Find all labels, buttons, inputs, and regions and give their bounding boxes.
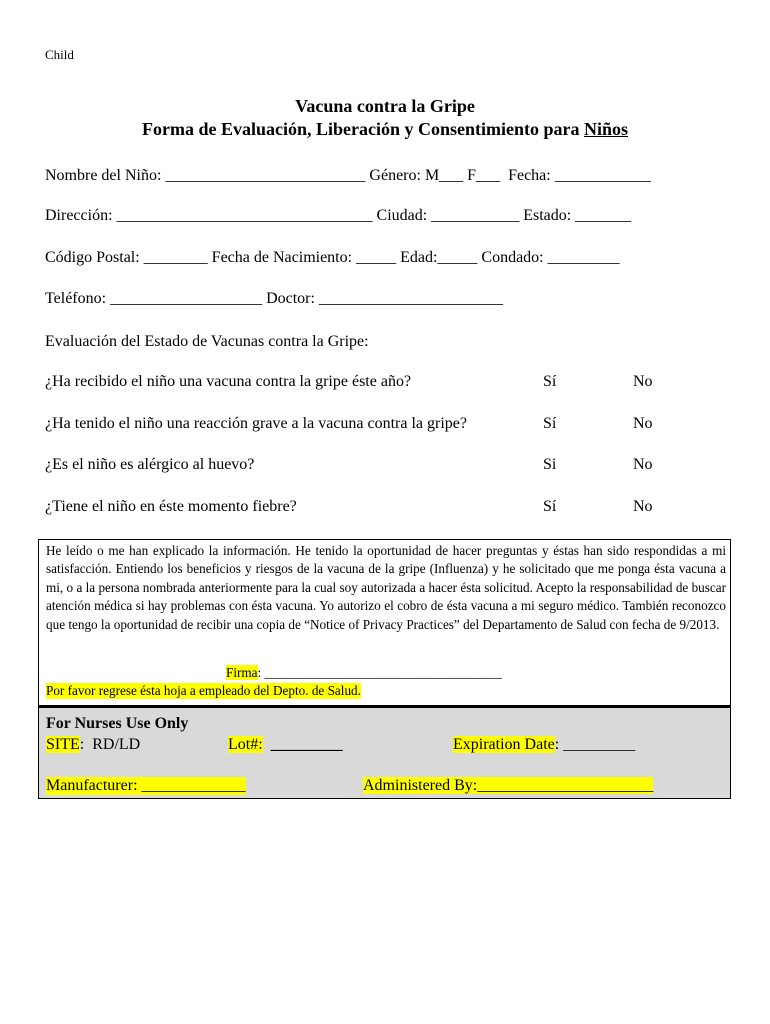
child-label: Child: [45, 47, 74, 62]
assessment-heading: Evaluación del Estado de Vacunas contra la Gripe:: [45, 333, 369, 350]
signature-blank: : ____________________________________: [257, 665, 502, 680]
signature-line[interactable]: [226, 665, 502, 681]
question-text: ¿Tiene el niño en éste momento fiebre?: [45, 498, 297, 515]
answer-no[interactable]: No: [633, 415, 653, 432]
address-line[interactable]: Dirección: ________________________________ Ciudad: ___________ Estado: _______: [45, 207, 632, 224]
question-text: ¿Ha tenido el niño una reacción grave a la vacuna contra la gripe?: [45, 415, 468, 432]
lot-label: Lot#:: [228, 736, 263, 753]
administered-by-field[interactable]: [363, 777, 653, 795]
answer-yes[interactable]: Si: [543, 456, 557, 473]
question-text: ¿Es el niño es alérgico al huevo?: [45, 456, 255, 473]
return-note: Por favor regrese ésta hoja a empleado del Depto. de Salud.: [46, 683, 361, 698]
answer-no[interactable]: No: [633, 373, 653, 390]
answer-yes[interactable]: Sí: [543, 498, 557, 515]
site-field[interactable]: [46, 736, 140, 754]
consent-text: He leído o me han explicado la información. He tenido la oportunidad de hacer preguntas y éstas han sido respondidas a mi satisfacción. Entiendo los beneficios y riesgos de la vacuna de la gripe (Influenza) y he solicitado que me ponga ésta vacuna a mi, o a la persona nombrada anteriormente para la cual soy autorizada a hacer ésta solicitud. Acepto la responsabilidad de buscar atención médica si hay problemas con ésta vacuna. Yo autorizo el cobro de ésta vacuna a mi seguro médico. También reconozco que tengo la oportunidad de recibir una copia de “Notice of Privacy Practices” del Departamento de Salud con fecha de 9/2013.: [46, 543, 726, 632]
child-info-line[interactable]: Nombre del Niño: _________________________ Género: M___ F___ Fecha: ____________: [45, 167, 651, 184]
expiration-label: Expiration Date: [453, 736, 555, 753]
subtitle-underlined: Niños: [583, 119, 628, 139]
consent-box: [38, 539, 731, 706]
administered-by-line: :______________________: [472, 777, 654, 794]
answer-yes[interactable]: Sí: [543, 415, 557, 432]
site-value: : RD/LD: [79, 736, 141, 753]
answer-no[interactable]: No: [633, 456, 653, 473]
question-text: ¿Ha recibido el niño una vacuna contra la gripe éste año?: [45, 373, 412, 390]
nurses-section: [38, 706, 731, 799]
answer-no[interactable]: No: [633, 498, 653, 515]
lot-line: _________: [262, 736, 343, 753]
form-subtitle: [0, 119, 770, 140]
lot-field[interactable]: [228, 736, 343, 754]
manufacturer-field[interactable]: Manufacturer: _____________: [46, 777, 246, 794]
subtitle-text: Forma de Evaluación, Liberación y Consentimiento para: [141, 119, 584, 139]
signature-label: Firma: [226, 665, 258, 680]
form-title: Vacuna contra la Gripe: [295, 96, 475, 116]
expiration-line: : _________: [554, 736, 636, 753]
administered-by-label: Administered By: [363, 777, 473, 794]
nurses-title: For Nurses Use Only: [46, 715, 189, 732]
answer-yes[interactable]: Sí: [543, 373, 557, 390]
site-label: SITE: [46, 736, 80, 753]
phone-line[interactable]: Teléfono: ___________________ Doctor: _______________________: [45, 290, 503, 307]
expiration-field[interactable]: [453, 736, 635, 754]
postal-line[interactable]: Código Postal: ________ Fecha de Nacimiento: _____ Edad:_____ Condado: _________: [45, 249, 620, 266]
